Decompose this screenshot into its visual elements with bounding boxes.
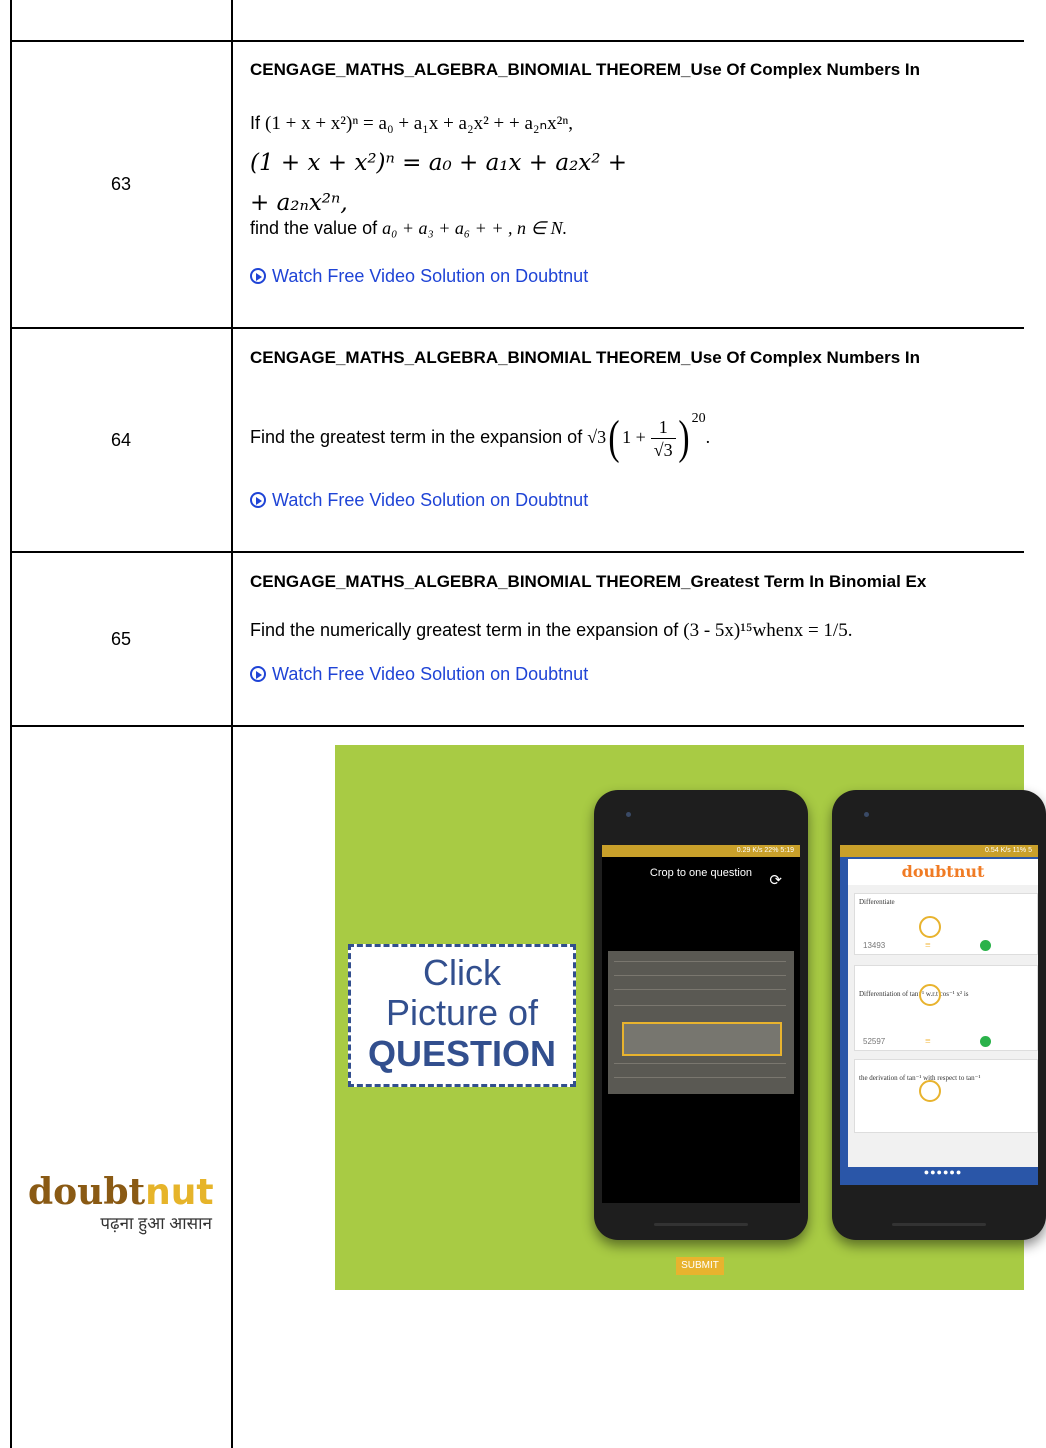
watch-video-label: Watch Free Video Solution on Doubtnut xyxy=(272,664,589,684)
result-card[interactable]: Differentiation of tan⁻¹ w.r.t cos⁻¹ x² is 52597 ≡ xyxy=(854,965,1038,1051)
callout-line-2: Picture of xyxy=(385,992,539,1033)
watch-video-link[interactable] xyxy=(250,490,1024,511)
play-circle-icon xyxy=(250,666,266,682)
right-paren: ) xyxy=(678,411,690,465)
question-math-inline: (1 + x + x²)ⁿ = a₀ + a₁x + a₂x² + + a₂ₙx²ⁿ, xyxy=(265,113,574,134)
question-math-display-1: (1 + x + x²)ⁿ = a₀ + a₁x + a₂x² + xyxy=(250,150,628,176)
question-text: Find the greatest term in the expansion of √3( 1 + $\frac{1}{√3}$ ) $^{20}$. xyxy=(250,398,1024,468)
callout-line-1: Click xyxy=(423,952,501,993)
question-category: CENGAGE_MATHS_ALGEBRA_BINOMIAL THEOREM_Use Of Complex Numbers In xyxy=(250,348,921,367)
rotate-icon[interactable]: ⟳ xyxy=(769,872,782,889)
question-math: (3 - 5x)¹⁵whenx = 1/5. xyxy=(683,620,853,641)
phone-screen xyxy=(602,845,800,1271)
pagination-dots: ●●●●●● xyxy=(848,1167,1038,1181)
result-card[interactable]: Differentiate 13493 ≡ xyxy=(854,893,1038,955)
table-border-left xyxy=(10,0,12,1448)
play-circle-icon xyxy=(250,268,266,284)
playlist-icon: ≡ xyxy=(925,940,931,951)
question-number: 65 xyxy=(110,629,132,649)
row-divider xyxy=(10,725,1024,727)
playlist-icon: ≡ xyxy=(925,1036,931,1047)
question-text-label: Find the greatest term in the expansion of xyxy=(250,427,583,447)
watch-video-label: Watch Free Video Solution on Doubtnut xyxy=(272,490,589,510)
question-number: 64 xyxy=(110,430,132,450)
question-category: CENGAGE_MATHS_ALGEBRA_BINOMIAL THEOREM_Use Of Complex Numbers In xyxy=(250,60,921,79)
row-divider xyxy=(10,40,1024,42)
watch-video-link[interactable] xyxy=(250,266,1024,287)
logo-tagline: पढ़ना हुआ आसान xyxy=(100,1214,212,1233)
question-line-1 xyxy=(250,112,1024,135)
results-list xyxy=(848,859,1038,1181)
status-bar: 0.54 K/s 11% 5 xyxy=(840,845,1038,857)
crop-highlight xyxy=(622,1022,782,1056)
app-header: doubtnut xyxy=(848,859,1038,885)
question-if-label: If xyxy=(250,113,261,133)
play-icon xyxy=(919,984,941,1006)
math-one-plus: 1 + xyxy=(622,427,646,447)
whatsapp-icon xyxy=(980,1036,991,1047)
table-column-divider xyxy=(231,0,233,1448)
click-picture-callout xyxy=(348,944,576,1087)
watch-video-label: Watch Free Video Solution on Doubtnut xyxy=(272,266,589,286)
status-bar: 0.29 K/s 22% 5:19 xyxy=(602,845,800,857)
question-text-label: Find the numerically greatest term in the expansion of xyxy=(250,620,679,640)
row-divider xyxy=(10,327,1024,329)
phone-mockup-results xyxy=(832,790,1046,1240)
phone-mockup-camera xyxy=(594,790,808,1271)
question-text xyxy=(250,620,1024,642)
question-photo xyxy=(608,951,794,1094)
fraction-denominator: √3 xyxy=(653,439,673,460)
play-circle-icon xyxy=(250,492,266,508)
logo-word-nut: nut xyxy=(145,1172,214,1213)
crop-title: Crop to one question xyxy=(649,867,753,879)
logo-word-doubt: doubt xyxy=(28,1171,146,1213)
callout-line-3: QUESTION xyxy=(367,1033,556,1074)
fraction-numerator: 1 xyxy=(651,416,676,439)
play-icon xyxy=(919,1080,941,1102)
promo-banner[interactable] xyxy=(335,745,1032,1290)
play-icon xyxy=(919,916,941,938)
question-category: CENGAGE_MATHS_ALGEBRA_BINOMIAL THEOREM_Greatest Term In Binomial Ex xyxy=(250,572,927,591)
left-paren: ( xyxy=(608,411,620,465)
question-number: 63 xyxy=(110,174,132,194)
question-math-display-2: + a₂ₙx²ⁿ, xyxy=(250,190,348,216)
question-math-inline-2: a₀ + a₃ + a₆ + + , n ∈ N. xyxy=(382,218,568,238)
row-divider xyxy=(10,551,1024,553)
watch-video-link[interactable] xyxy=(250,664,1024,685)
submit-button[interactable]: SUBMIT xyxy=(676,1257,724,1275)
question-line-4 xyxy=(250,218,1024,239)
math-sqrt-3: √3 xyxy=(587,427,607,447)
math-fraction xyxy=(651,416,676,461)
question-find-text: find the value of xyxy=(250,218,378,238)
math-exponent: 20 xyxy=(691,411,706,426)
doubtnut-logo xyxy=(28,1172,218,1234)
whatsapp-icon xyxy=(980,940,991,951)
result-card[interactable]: the derivation of tan⁻¹ with respect to tan⁻¹ xyxy=(854,1059,1038,1133)
